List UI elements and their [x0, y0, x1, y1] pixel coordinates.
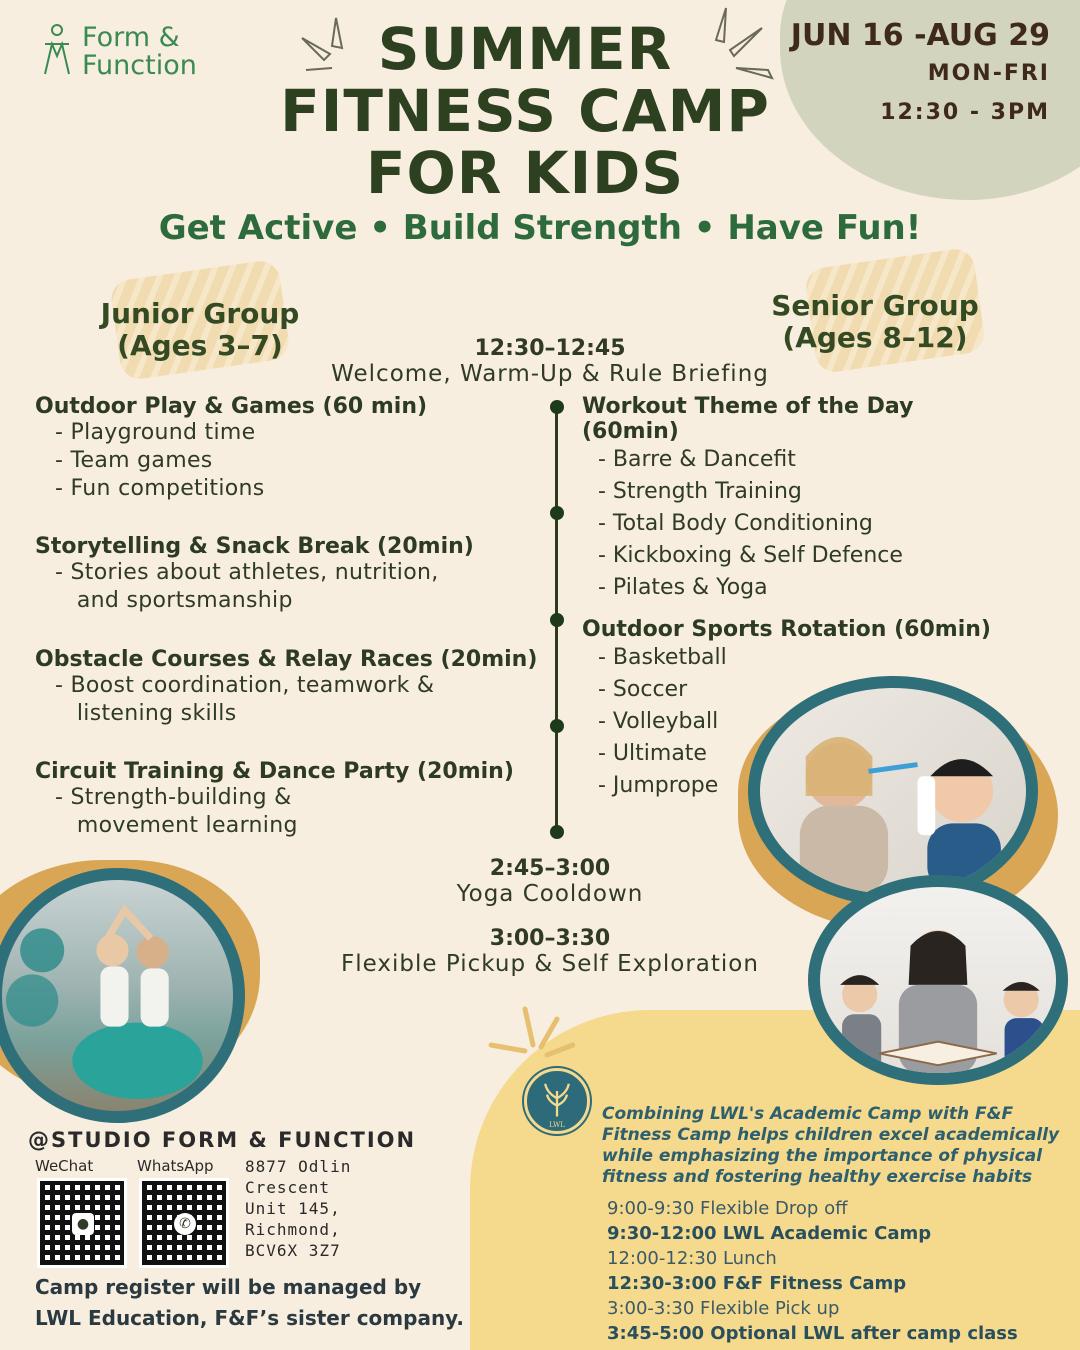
title-line-1: SUMMER	[377, 15, 673, 83]
schedule-item: 9:30-12:00 LWL Academic Camp	[607, 1223, 932, 1244]
junior-title: Junior Group	[100, 297, 300, 330]
address-line: Crescent	[245, 1178, 331, 1197]
junior-ages: (Ages 3–7)	[117, 329, 283, 362]
logo-line-1: Form &	[82, 22, 180, 53]
activity-title: Outdoor Play & Games (60 min)	[35, 394, 428, 419]
teacher-reading-photo	[808, 875, 1068, 1085]
schedule-item: 12:30-3:00 F&F Fitness Camp	[607, 1273, 907, 1294]
junior-activity-4	[35, 759, 555, 840]
lwl-description: Combining LWL's Academic Camp with F&F Fitness Camp helps children excel academically while emphasizing the importance of physical fitness and fostering healthy exercise habits	[602, 1104, 1060, 1187]
address-line: Unit 145,	[245, 1199, 341, 1218]
title-line-3: FOR KIDS	[365, 139, 685, 207]
activity-item: and sportsmanship	[55, 588, 293, 613]
whatsapp-label: WhatsApp	[137, 1157, 214, 1175]
activity-item: - Strength Training	[598, 479, 802, 504]
activity-item: - Stories about athletes, nutrition,	[55, 560, 439, 585]
senior-ages: (Ages 8–12)	[782, 321, 968, 354]
opening-block	[260, 336, 840, 387]
pickup-block	[260, 926, 840, 977]
activity-item: - Ultimate	[598, 741, 707, 766]
register-line-2: LWL Education, F&F’s sister company.	[35, 1306, 464, 1330]
address-line: BCV6X 3Z7	[245, 1241, 341, 1260]
activity-item: - Playground time	[55, 420, 256, 445]
cooldown-label: Yoga Cooldown	[456, 881, 644, 907]
senior-activity-1	[582, 394, 1002, 604]
logo-line-2: Function	[82, 50, 197, 81]
activity-item: - Jumprope	[598, 773, 719, 798]
pickup-time: 3:00–3:30	[489, 926, 611, 951]
timeline-dot	[550, 719, 564, 733]
activity-title: Obstacle Courses & Relay Races (20min)	[35, 647, 538, 672]
whatsapp-qr-code[interactable]	[139, 1178, 229, 1268]
days: MON-FRI	[927, 61, 1050, 86]
pickup-label: Flexible Pickup & Self Exploration	[341, 951, 759, 977]
kids-exercise-photo	[0, 868, 245, 1123]
schedule-item: 9:00-9:30 Flexible Drop off	[607, 1198, 848, 1219]
activity-item: - Strength-building &	[55, 785, 292, 810]
activity-item: - Kickboxing & Self Defence	[598, 543, 903, 568]
tagline: Get Active • Build Strength • Have Fun!	[158, 208, 922, 248]
activity-item: - Pilates & Yoga	[598, 575, 768, 600]
opening-label: Welcome, Warm-Up & Rule Briefing	[331, 361, 769, 387]
date-info	[791, 18, 1050, 125]
timeline-dot	[550, 613, 564, 627]
activity-item: - Basketball	[598, 645, 727, 670]
senior-title: Senior Group	[771, 289, 979, 322]
address-line: 8877 Odlin	[245, 1157, 352, 1176]
activity-item: - Boost coordination, teamwork &	[55, 673, 435, 698]
activity-title: Outdoor Sports Rotation (60min)	[582, 617, 991, 642]
wechat-label: WeChat	[35, 1157, 94, 1175]
timeline-dot	[550, 825, 564, 839]
wechat-qr-code[interactable]	[37, 1178, 127, 1268]
schedule-item: 12:00-12:30 Lunch	[607, 1248, 777, 1269]
sunburst-icon	[485, 1005, 575, 1075]
logo-figure-icon	[42, 24, 72, 76]
timeline-dot	[550, 506, 564, 520]
wechat-icon: ●	[72, 1213, 94, 1235]
activity-item: - Fun competitions	[55, 476, 265, 501]
opening-time: 12:30–12:45	[474, 336, 626, 361]
schedule-item: 3:00-3:30 Flexible Pick up	[607, 1298, 840, 1319]
lwl-badge-text: LWL	[549, 1121, 565, 1129]
studio-address	[245, 1156, 351, 1261]
date-range: JUN 16 -AUG 29	[790, 18, 1050, 53]
activity-item: - Team games	[55, 448, 213, 473]
studio-handle: @STUDIO FORM & FUNCTION	[28, 1128, 417, 1152]
activity-item: listening skills	[55, 701, 237, 726]
activity-item: - Soccer	[598, 677, 688, 702]
registration-note	[35, 1272, 464, 1334]
register-line-1: Camp register will be managed by	[35, 1275, 422, 1299]
cooldown-time: 2:45–3:00	[489, 856, 611, 881]
teacher-child-photo	[748, 676, 1038, 906]
lwl-schedule	[607, 1196, 1018, 1346]
junior-activity-1	[35, 394, 555, 503]
whatsapp-icon: ✆	[174, 1213, 196, 1235]
junior-activity-2	[35, 534, 555, 615]
schedule-item: 3:45-5:00 Optional LWL after camp class	[607, 1323, 1018, 1344]
activity-item: - Total Body Conditioning	[598, 511, 873, 536]
teacher-child-illustration	[760, 688, 1026, 894]
lwl-logo	[524, 1068, 590, 1134]
activity-title: Circuit Training & Dance Party (20min)	[35, 759, 514, 784]
activity-title: Workout Theme of the Day (60min)	[582, 394, 914, 444]
address-line: Richmond,	[245, 1220, 341, 1239]
activity-item: movement learning	[55, 813, 298, 838]
teacher-reading-illustration	[820, 887, 1056, 1073]
time-range: 12:30 - 3PM	[880, 100, 1050, 125]
timeline-dot	[550, 400, 564, 414]
brand-logo	[42, 24, 197, 80]
kids-on-ball-illustration	[2, 880, 233, 1111]
title-line-2: FITNESS CAMP	[280, 77, 770, 145]
activity-item: - Volleyball	[598, 709, 719, 734]
activity-item: - Barre & Dancefit	[598, 447, 796, 472]
junior-activity-3	[35, 647, 555, 728]
activity-title: Storytelling & Snack Break (20min)	[35, 534, 474, 559]
